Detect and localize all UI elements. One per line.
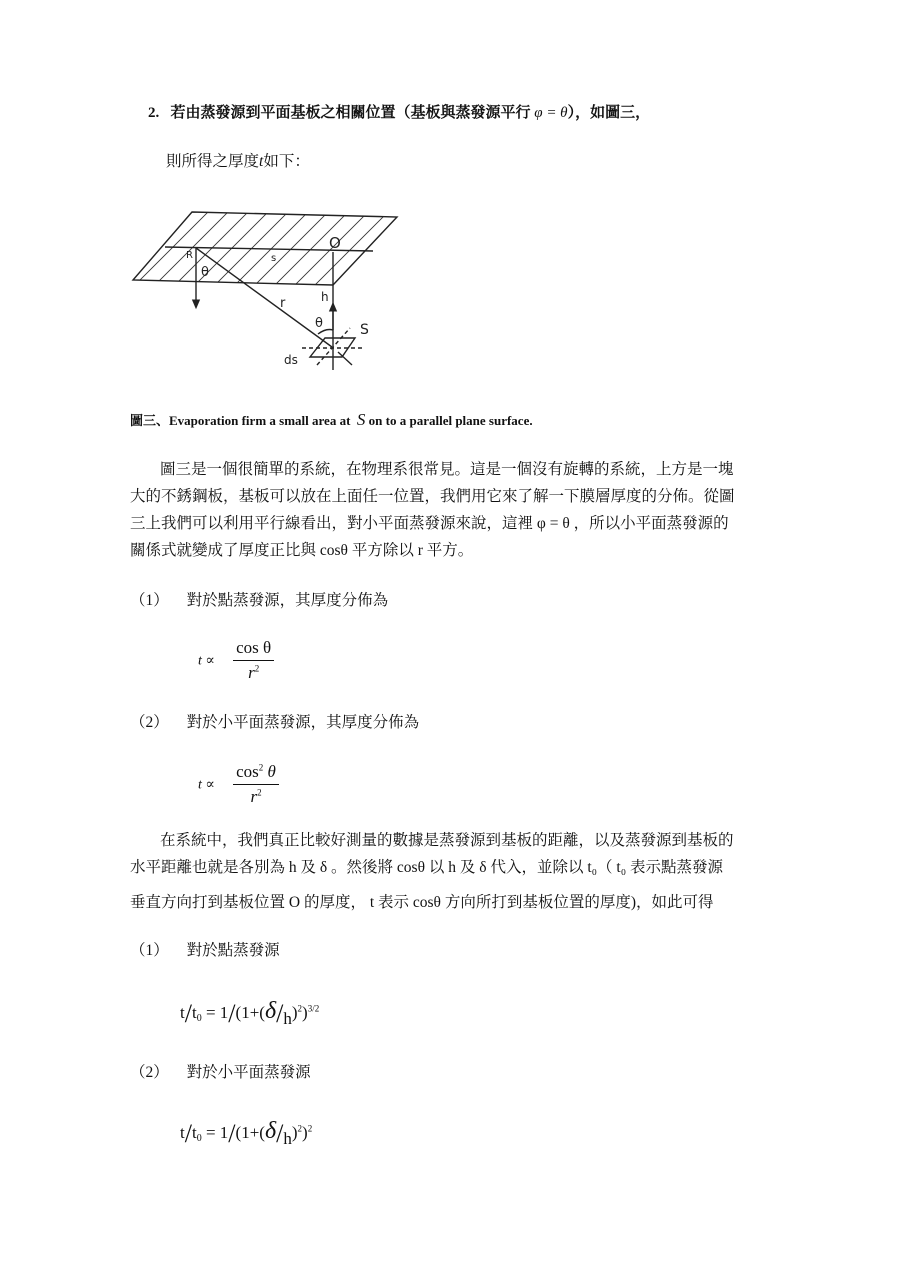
t: t — [180, 1123, 185, 1142]
square: 2 — [297, 1003, 303, 1014]
delta: δ — [264, 1118, 277, 1144]
denominator: r — [250, 787, 258, 806]
label-O: O — [329, 234, 341, 252]
formula-lhs: t ∝ — [198, 777, 215, 793]
label-theta2: θ — [315, 316, 323, 331]
evaporation-diagram — [0, 0, 902, 400]
t0: t — [191, 1123, 197, 1142]
para1-line: 三上我們可以利用平行線看出，對小平面蒸發源來說，這裡 φ = θ ，所以小平面蒸發源的 — [130, 515, 729, 532]
label-theta1: θ — [201, 265, 209, 280]
case2-label — [130, 710, 419, 732]
plane-hatching — [80, 200, 440, 300]
formula-lhs: t ∝ — [198, 653, 215, 669]
case-text: 對於小平面蒸發源 — [186, 1064, 311, 1081]
numerator-theta: θ — [263, 762, 276, 781]
intro-pre: 則所得之厚度 — [166, 153, 260, 170]
delta: δ — [264, 998, 277, 1024]
intro-var: t — [259, 153, 264, 170]
tail-line — [338, 352, 352, 365]
para1-line: 大的不銹鋼板，基板可以放在上面任一位置，我們用它來了解一下膜層厚度的分佈。從圖 — [130, 488, 735, 505]
h: h — [283, 1129, 292, 1148]
para2-line: 在系統中，我們真正比較好測量的數據是蒸發源到基板的距離，以及蒸發源到基板的 — [160, 832, 734, 849]
para1-line: 圖三是一個很簡單的系統，在物理系很常見。這是一個沒有旋轉的系統，上方是一塊 — [160, 461, 734, 478]
outer-exponent: 2 — [307, 1123, 313, 1134]
exponent: 2 — [257, 787, 262, 798]
case1-label — [130, 588, 388, 610]
heading-tail: ），如圖三， — [567, 105, 651, 121]
caption-prefix: 圖三、 — [130, 413, 170, 428]
caption-text2: on to a parallel plane surface. — [368, 413, 533, 428]
t0-sub: 0 — [196, 1133, 202, 1144]
t0-sub: 0 — [196, 1013, 202, 1024]
formula-small-plane-source — [198, 762, 279, 807]
open-paren: (1+( — [235, 1003, 265, 1022]
exponent: 2 — [258, 762, 264, 773]
close-paren: ) — [291, 1123, 298, 1142]
formula-result-point: $t/t_0 = 1/(1+(\delta/h)^2)^{3/2}$ — [180, 998, 320, 1028]
close-paren2: ) — [302, 1003, 308, 1022]
label-s: s — [271, 253, 277, 264]
label-h: h — [321, 290, 329, 304]
h: h — [283, 1009, 292, 1028]
r-line — [196, 248, 332, 347]
equals-one: = 1 — [201, 1003, 229, 1022]
close-paren: ) — [291, 1003, 298, 1022]
equals-one: = 1 — [201, 1123, 229, 1142]
para2-line: 垂直方向打到基板位置 O 的厚度， t 表示 cosθ 方向所打到基板位置的厚度)，如此可得 — [130, 894, 714, 911]
case-text: 對於小平面蒸發源，其厚度分佈為 — [186, 714, 420, 731]
result2-label — [130, 1060, 311, 1082]
label-ds: ds — [284, 353, 298, 367]
case-number: （1） — [130, 942, 169, 959]
case-text: 對於點蒸發源，其厚度分佈為 — [186, 592, 389, 609]
label-R: R — [186, 250, 193, 261]
fraction — [233, 638, 274, 683]
heading-text: 若由蒸發源到平面基板之相關位置（基板與蒸發源平行 — [170, 105, 531, 121]
result1-label — [130, 938, 280, 960]
case-text: 對於點蒸發源 — [186, 942, 280, 959]
label-r: r — [280, 296, 286, 311]
denominator: r — [248, 663, 255, 682]
exponent: 2 — [254, 663, 260, 674]
heading-math: φ = θ — [534, 105, 568, 121]
close-paren2: ) — [302, 1123, 308, 1142]
caption-S: S — [356, 410, 366, 429]
outer-exponent: 3/2 — [307, 1003, 320, 1014]
caption-text1: Evaporation firm a small area at — [169, 413, 351, 428]
para1-line: 關係式就變成了厚度正比與 cosθ 平方除以 r 平方。 — [130, 542, 474, 559]
fraction — [233, 762, 279, 807]
case-number: （1） — [130, 592, 169, 609]
label-S: S — [360, 322, 369, 338]
open-paren: (1+( — [235, 1123, 265, 1142]
square: 2 — [297, 1123, 303, 1134]
intro-post: 如下： — [263, 153, 310, 170]
numerator: cos — [236, 762, 259, 781]
formula-result-plane: $t/t_0 = 1/(1+(\delta/h)^2)^2$ — [180, 1118, 313, 1148]
para2-line: 水平距離也就是各別為 h 及 δ 。然後將 cosθ 以 h 及 δ 代入，並除以 t₀（ t₀ 表示點蒸發源 — [130, 859, 723, 876]
numerator: cos θ — [233, 638, 274, 661]
heading-number: 2. — [148, 105, 160, 121]
t: t — [180, 1003, 185, 1022]
case-number: （2） — [130, 1064, 169, 1081]
figure-caption — [130, 410, 533, 430]
t0: t — [191, 1003, 197, 1022]
case-number: （2） — [130, 714, 169, 731]
formula-point-source — [198, 638, 274, 683]
